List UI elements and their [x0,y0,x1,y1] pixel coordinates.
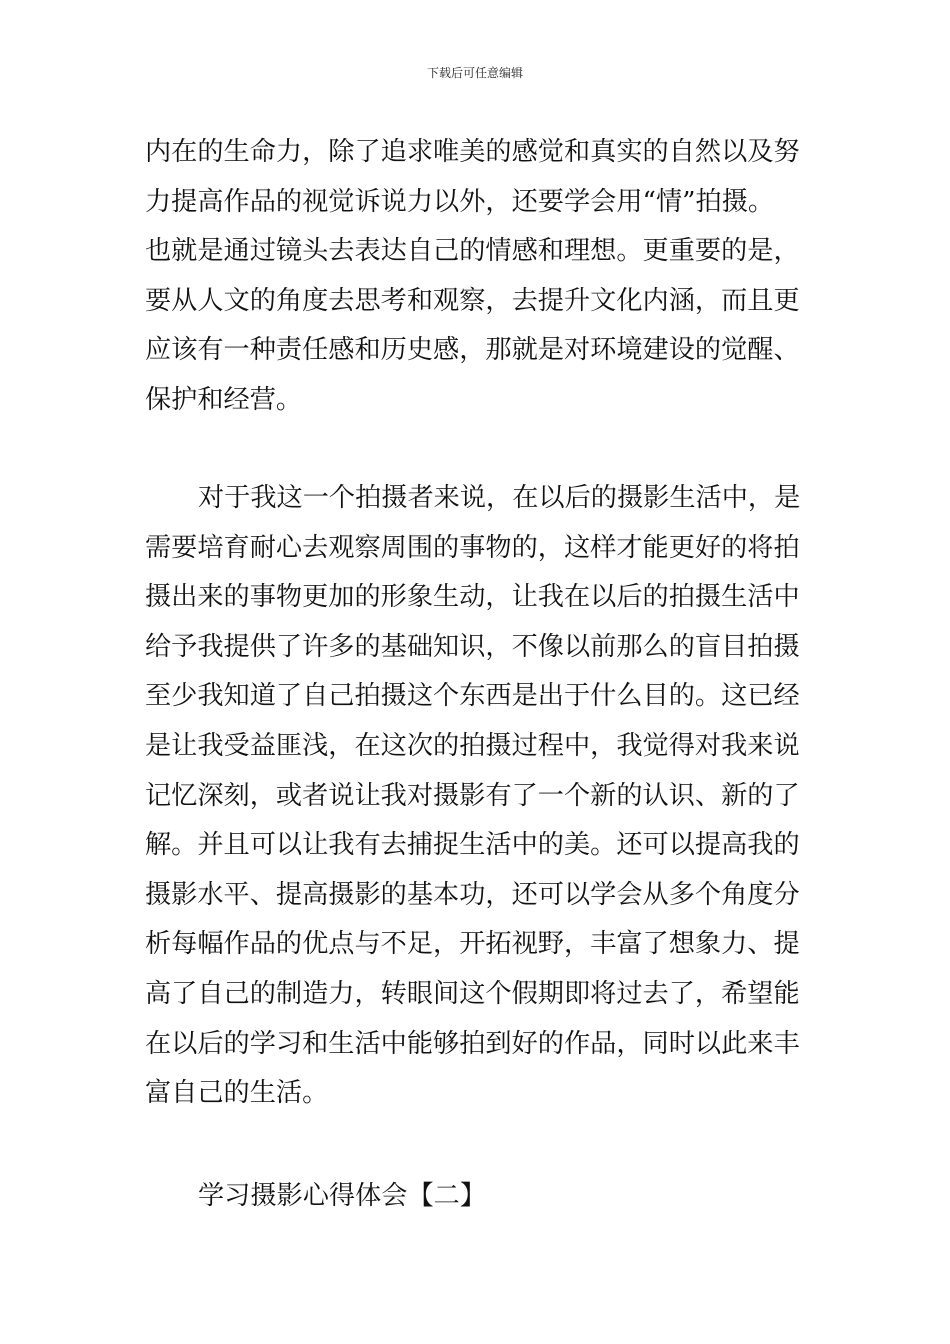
paragraph-line: 摄出来的事物更加的形象生动，让我在以后的拍摄生活中 [145,582,800,613]
paragraph-line: 保护和经营。 [145,384,303,415]
paragraph-line: 析每幅作品的优点与不足，开拓视野，丰富了想象力、提 [145,929,800,960]
section-heading: 学习摄影心得体会【二】 [198,1181,487,1211]
paragraph-line: 内在的生命力，除了追求唯美的感觉和真实的自然以及努 [145,137,800,167]
paragraph-line: 也就是通过镜头去表达自己的情感和理想。更重要的是， [145,236,800,267]
paragraph-line: 要从人文的角度去思考和观察，去提升文化内涵，而且更 [145,285,800,316]
paragraph-line: 富自己的生活。 [145,1078,329,1109]
paragraph-1 [145,128,809,426]
paragraph-line: 是让我受益匪浅，在这次的拍摄过程中，我觉得对我来说 [145,730,800,761]
paragraph-line: 给予我提供了许多的基础知识，不像以前那么的盲目拍摄 [145,631,800,662]
paragraph-line: 在以后的学习和生活中能够拍到好的作品，同时以此来丰 [145,1028,800,1059]
paragraph-line: 摄影水平、提高摄影的基本功，还可以学会从多个角度分 [145,879,800,910]
paragraph-line: 高了自己的制造力，转眼间这个假期即将过去了，希望能 [145,978,800,1009]
paragraph-2 [145,474,809,1119]
paragraph-line: 对于我这一个拍摄者来说，在以后的摄影生活中，是 [198,483,801,513]
paragraph-line: 应该有一种责任感和历史感，那就是对环境建设的觉醒、 [145,335,800,366]
paragraph-line: 需要培育耐心去观察周围的事物的，这样才能更好的将拍 [145,532,800,563]
paragraph-line: 解。并且可以让我有去捕捉生活中的美。还可以提高我的 [145,830,800,861]
paragraph-line: 力提高作品的视觉诉说力以外，还要学会用“情”拍摄。 [145,186,775,217]
page-header: 下载后可任意编辑 [426,66,523,80]
paragraph-line: 记忆深刻，或者说让我对摄影有了一个新的认识、新的了 [145,780,800,811]
paragraph-line: 至少我知道了自己拍摄这个东西是出于什么目的。这已经 [145,681,800,712]
